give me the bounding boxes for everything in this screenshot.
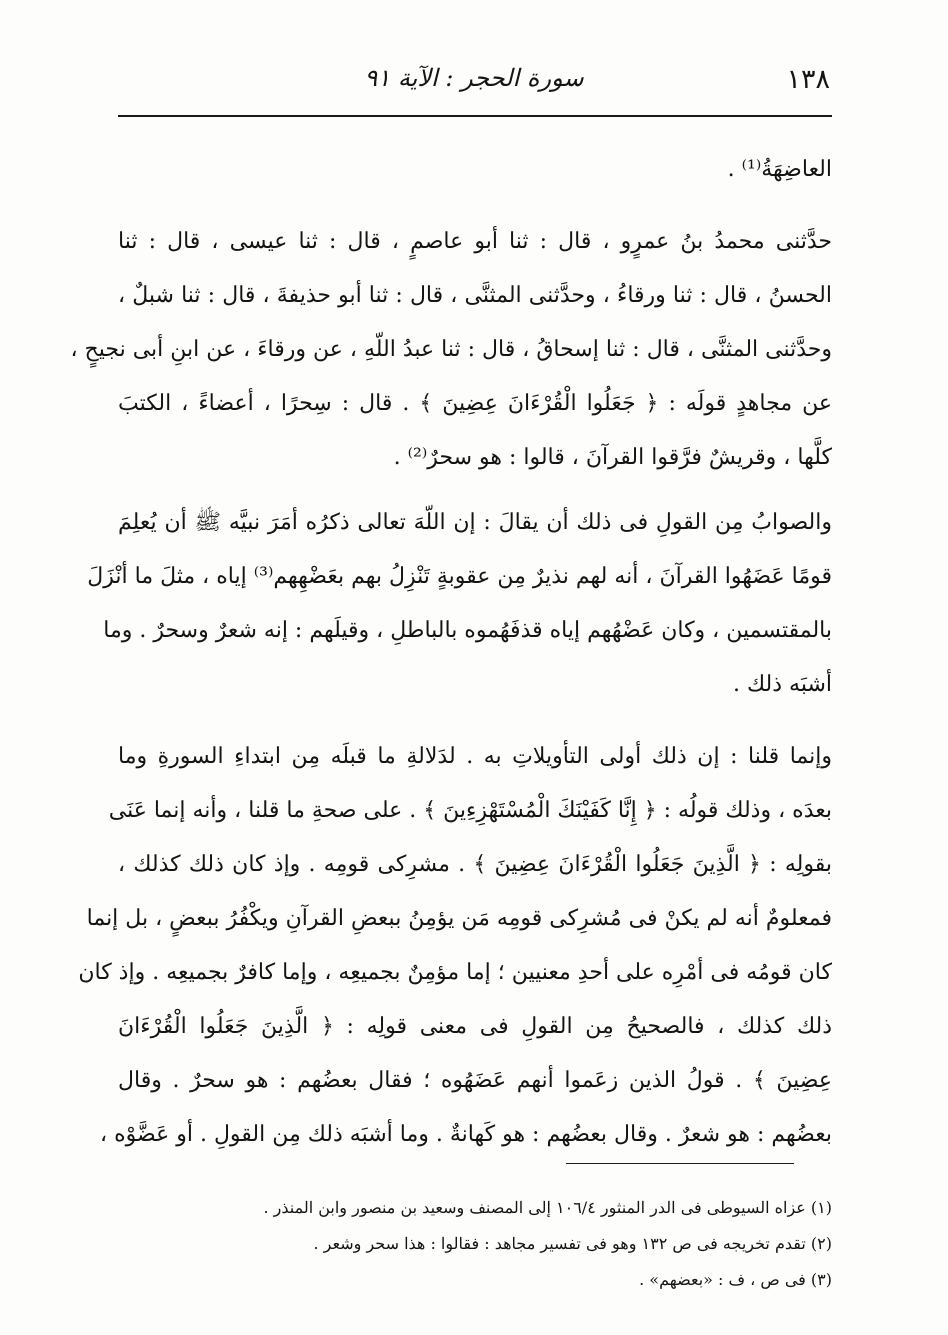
text-line: بعضُهم : هو شعرٌ . وقال بعضُهم : هو كَهانةٌ . وما أشبَه ذلك مِن القولِ . أو عَضَّوْه ، <box>100 1122 832 1147</box>
paragraph-gap <box>118 712 832 730</box>
text-line: والصوابُ مِن القولِ فى ذلك أن يقالَ : إن اللّهَ تعالى ذكرُه أمَرَ نبيَّه ﷺ أن يُعلِمَ <box>118 510 832 535</box>
page-number: ١٣٨ <box>786 64 830 95</box>
text-line: قومًا عَضَهُوا القرآنَ ، أنه لهم نذيرٌ مِن عقوبةٍ تَنْزِلُ بهم بعَضْهِهم⁽³⁾ إياه ، مثلَ ما أنْزَلَ <box>87 564 832 589</box>
footnote: (٣) فى ص ، ف : «بعضهم» . <box>639 1270 832 1289</box>
paragraph-gap <box>118 197 832 215</box>
text-line: بقولِه : ﴿ الَّذِينَ جَعَلُوا الْقُرْءَانَ عِضِينَ ﴾ . مشرِكى قومِه . وإذ كان ذلك كذلك ، <box>118 852 832 877</box>
text-line: العاضِهَةُ⁽¹⁾ . <box>727 157 832 182</box>
text-line: حدَّثنى محمدُ بنُ عمرٍو ، قال : ثنا أبو عاصمٍ ، قال : ثنا عيسى ، قال : ثنا <box>118 229 832 254</box>
running-header-title: سورة الحجر : الآية ٩١ <box>364 64 584 92</box>
text-line: ذلك كذلك ، فالصحيحُ مِن القولِ فى معنى قولِه : ﴿ الَّذِينَ جَعَلُوا الْقُرْءَانَ <box>118 1014 832 1039</box>
footnote: (٢) تقدم تخريجه فى ص ١٣٢ وهو فى تفسير مجاهد : فقالوا : هذا سحر وشعر . <box>313 1234 832 1253</box>
text-line: بعدَه ، وذلك قولُه : ﴿ إِنَّا كَفَيْنَكَ الْمُسْتَهْزِءِينَ ﴾ . على صحةِ ما قلنا ، وأنه إنما عَنَى <box>108 798 832 823</box>
text-line: كان قومُه فى أمْرِه على أحدِ معنيين ؛ إما مؤمِنٌ بجميعِه ، وإما كافرٌ بجميعِه . وإذ كان <box>78 960 832 985</box>
text-line: أشبَه ذلك . <box>733 672 832 697</box>
text-line: عِضِينَ ﴾ . قولُ الذين زعَموا أنهم عَضَهُوه ؛ فقال بعضُهم : هو سحرٌ . وقال <box>118 1068 832 1093</box>
text-line: الحسنُ ، قال : ثنا ورقاءُ ، وحدَّثنى المثنَّى ، قال : ثنا أبو حذيفةَ ، قال : ثنا شبلٌ ، <box>118 283 832 308</box>
footnote: (١) عزاه السيوطى فى الدر المنثور ١٠٦/٤ إلى المصنف وسعيد بن منصور وابن المنذر . <box>263 1198 832 1217</box>
text-line: كلَّها ، وقريشٌ فرَّقوا القرآنَ ، قالوا : هو سحرٌ⁽²⁾ . <box>393 445 832 470</box>
text-line: فمعلومٌ أنه لم يكنْ فى مُشرِكى قومِه مَن يؤمِنُ ببعضِ القرآنِ ويكْفُرُ ببعضٍ ، بل إنما <box>86 906 832 931</box>
footnote-rule <box>566 1163 794 1164</box>
text-line: عن مجاهدٍ قولَه : ﴿ جَعَلُوا الْقُرْءَانَ عِضِينَ ﴾ . قال : سِحرًا ، أعضاءً ، الكتبَ <box>118 391 832 416</box>
footnotes <box>118 1190 832 1298</box>
main-text <box>70 143 832 1162</box>
text-line: وإنما قلنا : إن ذلك أولى التأويلاتِ به . لدَلالةِ ما قبلَه مِن ابتداءِ السورةِ وما <box>118 744 832 769</box>
text-line: بالمقتسمين ، وكان عَضْهُهم إياه قذفَهُموه بالباطلِ ، وقيلَهم : إنه شعرٌ وسحرٌ . وما <box>103 618 832 643</box>
paragraph-gap <box>118 485 832 496</box>
header-rule <box>118 115 832 117</box>
text-line: وحدَّثنى المثنَّى ، قال : ثنا إسحاقُ ، قال : ثنا عبدُ اللّهِ ، عن ورقاءَ ، عن ابنِ أبى نجيحٍ ، <box>70 337 832 362</box>
